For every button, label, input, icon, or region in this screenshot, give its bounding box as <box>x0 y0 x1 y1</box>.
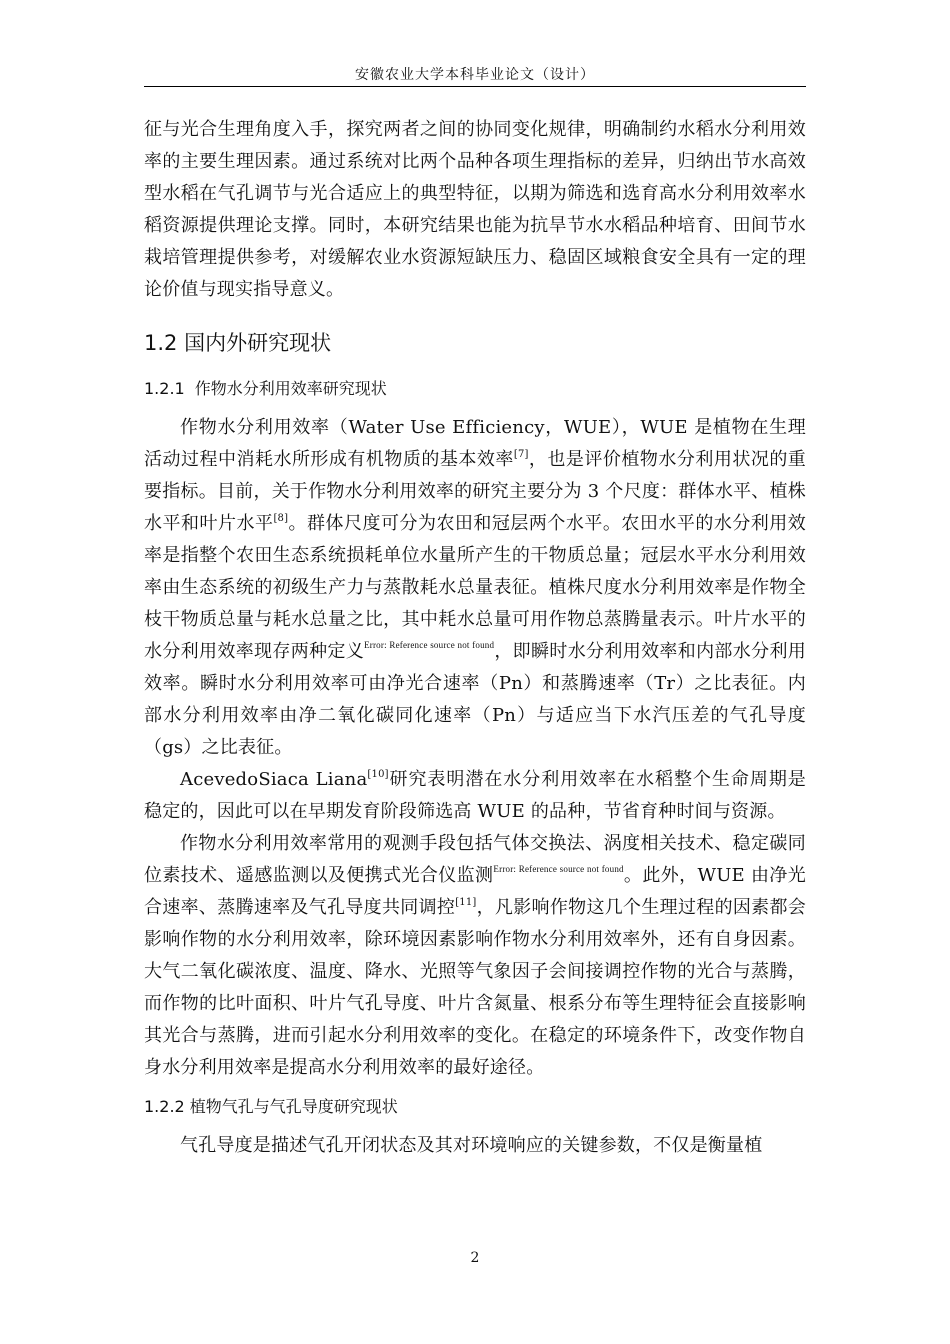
section-number: 1.2.1 <box>144 379 185 398</box>
reference-error: Error: Reference source not found <box>364 640 495 650</box>
paragraph-stomatal-conductance: 气孔导度是描述气孔开闭状态及其对环境响应的关键参数，不仅是衡量植 <box>180 1135 763 1156</box>
running-header: 安徽农业大学本科毕业论文（设计） <box>355 67 595 83</box>
text-run: ，也是评价植物水分利用状况的重要指标。目前，关于作物水分利用效率的研究主要分为 3 个尺度：群体水平、植株水平和叶片水平 <box>144 449 807 534</box>
paragraph-wue-definition <box>144 412 806 764</box>
section-heading-1-2-1 <box>144 376 806 402</box>
text-run: AcevedoSiaca Liana <box>180 769 368 790</box>
citation[interactable]: [11] <box>455 897 477 908</box>
text-run: 研究表明潜在水分利用效率在水稻整个生命周期是稳定的，因此可以在早期发育阶段筛选高 WUE 的品种，节省育种时间与资源。 <box>144 769 806 822</box>
section-heading-1-2: 1.2 国内外研究现状 <box>144 331 332 355</box>
intro-paragraph: 征与光合生理角度入手，探究两者之间的协同变化规律，明确制约水稻水分利用效率的主要生理因素。通过系统对比两个品种各项生理指标的差异，归纳出节水高效型水稻在气孔调节与光合适应上的典型特征，以期为筛选和选育高水分利用效率水稻资源提供理论支撑。同时，本研究结果也能为抗旱节水水稻品种培育、田间节水栽培管理提供参考，对缓解农业水资源短缺压力、稳固区域粮食安全具有一定的理论价值与现实指导意义。 <box>144 119 806 300</box>
citation[interactable]: [10] <box>367 769 389 780</box>
section-heading-1-2-2: 1.2.2 植物气孔与气孔导度研究现状 <box>144 1097 398 1116</box>
text-run: ，凡影响作物这几个生理过程的因素都会影响作物的水分利用效率，除环境因素影响作物水分利用效率外，还有自身因素。大气二氧化碳浓度、温度、降水、光照等气象因子会间接调控作物的光合与蒸腾，而作物的比叶面积、叶片气孔导度、叶片含氮量、根系分布等生理特征会直接影响其光合与蒸腾，进而引起水分利用效率的变化。在稳定的环境条件下，改变作物自身水分利用效率是提高水分利用效率的最好途径。 <box>144 897 806 1078</box>
text-run: 作物水分利用效率（Water Use Efficiency，WUE），WUE 是植物在生理活动过程中消耗水所形成有机物质的基本效率 <box>144 417 806 470</box>
document-body <box>144 114 806 1162</box>
text-run: 。此外，WUE 由净光合速率、蒸腾速率及气孔导度共同调控 <box>144 865 806 918</box>
paragraph-acevedo <box>144 764 806 828</box>
citation[interactable]: [7] <box>513 449 529 460</box>
text-run: 作物水分利用效率常用的观测手段包括气体交换法、涡度相关技术、稳定碳同位素技术、遥感监测以及便携式光合仪监测 <box>144 833 806 886</box>
reference-error: Error: Reference source not found <box>493 864 624 874</box>
text-run: ，即瞬时水分利用效率和内部水分利用效率。瞬时水分利用效率可由净光合速率（Pn）和蒸腾速率（Tr）之比表征。内部水分利用效率由净二氧化碳同化速率（Pn）与适应当下水汽压差的气孔导度（gs）之比表征。 <box>144 641 806 758</box>
section-title: 作物水分利用效率研究现状 <box>194 379 387 398</box>
paragraph-observation-methods <box>144 828 806 1084</box>
header-rule <box>144 86 806 87</box>
text-run: 。群体尺度可分为农田和冠层两个水平。农田水平的水分利用效率是指整个农田生态系统损耗单位水量所产生的干物质总量；冠层水平水分利用效率由生态系统的初级生产力与蒸散耗水总量表征。植株尺度水分利用效率是作物全枝干物质总量与耗水总量之比，其中耗水总量可用作物总蒸腾量表示。叶片水平的水分利用效率现存两种定义 <box>144 513 806 662</box>
citation[interactable]: [8] <box>273 513 289 524</box>
page-number: 2 <box>470 1250 480 1266</box>
